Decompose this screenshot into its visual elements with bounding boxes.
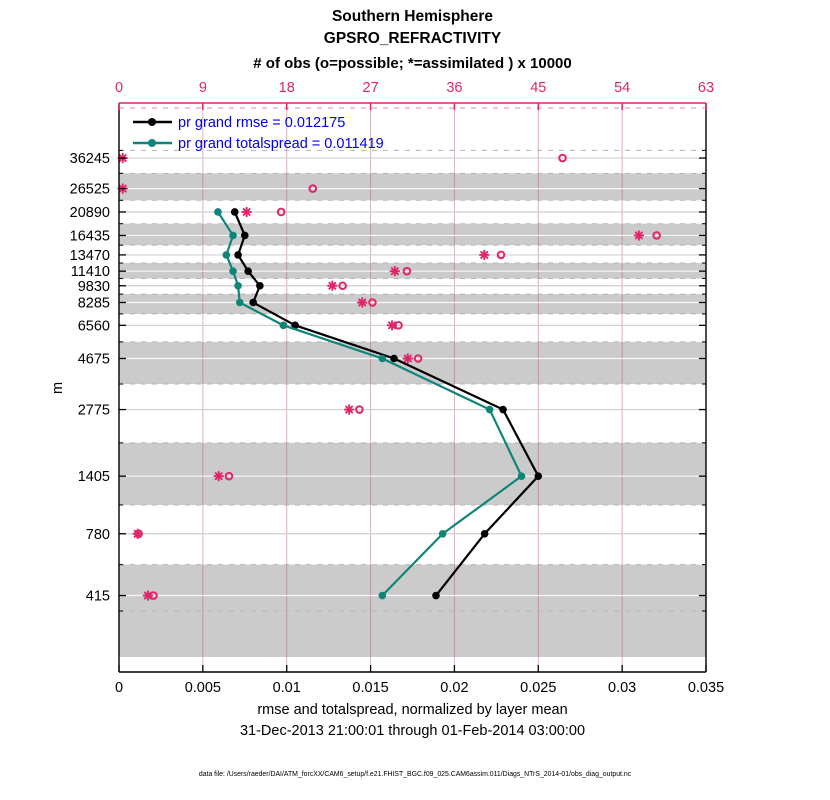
- svg-text:9830: 9830: [77, 278, 110, 295]
- svg-text:13470: 13470: [69, 247, 110, 264]
- svg-text:36245: 36245: [69, 151, 110, 168]
- y-axis-label: m: [50, 381, 67, 395]
- svg-text:26525: 26525: [69, 181, 110, 198]
- svg-text:11410: 11410: [70, 264, 110, 281]
- svg-text:415: 415: [85, 588, 110, 605]
- svg-text:36: 36: [446, 80, 463, 96]
- data-file-path: data file: /Users/raeder/DAI/ATM_forcXX/CAM6_setup/f.e21.FHIST_BGC.f09_025.CAM6assim.011/Diags_NTrS_2014-01/obs_diag_output.nc: [198, 771, 632, 778]
- assimilated-marker: [480, 251, 489, 260]
- svg-text:0.03: 0.03: [608, 680, 637, 696]
- assimilated-marker: [144, 591, 153, 600]
- svg-text:4675: 4675: [77, 351, 110, 368]
- legend-entry-totalspread: pr grand totalspread = 0.011419: [178, 136, 384, 152]
- svg-text:6560: 6560: [77, 318, 110, 335]
- shaded-layer-bands: [119, 173, 706, 657]
- svg-text:54: 54: [614, 80, 631, 96]
- svg-text:2775: 2775: [77, 402, 110, 419]
- svg-text:0: 0: [114, 80, 124, 96]
- svg-text:780: 780: [85, 526, 110, 543]
- svg-text:0.01: 0.01: [272, 680, 301, 696]
- svg-text:0: 0: [114, 680, 124, 696]
- svg-text:0.02: 0.02: [440, 680, 469, 696]
- legend-entry-rmse: pr grand rmse = 0.012175: [178, 115, 346, 131]
- svg-text:16435: 16435: [69, 228, 110, 245]
- svg-text:0.015: 0.015: [352, 680, 389, 696]
- assimilated-marker: [390, 267, 399, 276]
- svg-text:20890: 20890: [69, 204, 110, 221]
- assimilated-marker: [404, 354, 413, 363]
- assimilated-marker: [358, 298, 367, 307]
- assimilated-marker: [635, 231, 644, 240]
- svg-text:0.035: 0.035: [687, 680, 725, 696]
- svg-text:8285: 8285: [77, 295, 110, 312]
- svg-text:9: 9: [198, 80, 207, 96]
- svg-text:45: 45: [530, 80, 547, 96]
- svg-text:63: 63: [697, 80, 715, 96]
- svg-text:0.025: 0.025: [520, 680, 557, 696]
- assimilated-marker: [345, 405, 354, 414]
- svg-text:27: 27: [362, 80, 379, 96]
- svg-text:18: 18: [278, 80, 295, 96]
- x-axis-date-range: 31-Dec-2013 21:00:01 through 01-Feb-2014 03:00:00: [239, 723, 586, 739]
- legend[interactable]: [133, 115, 384, 152]
- svg-text:1405: 1405: [77, 469, 110, 486]
- assimilated-marker: [242, 208, 251, 217]
- assimilated-marker: [133, 529, 142, 538]
- x-axis-label: rmse and totalspread, normalized by layer mean: [257, 702, 568, 718]
- svg-text:0.005: 0.005: [184, 680, 222, 696]
- top-axis-label: # of obs (o=possible; *=assimilated ) x 10000: [253, 55, 572, 72]
- assimilated-marker: [214, 472, 223, 481]
- assimilated-marker: [328, 281, 337, 290]
- assimilated-marker: [388, 321, 397, 330]
- chart-title: Southern Hemisphere: [331, 8, 494, 25]
- chart-subtitle: GPSRO_REFRACTIVITY: [323, 30, 502, 47]
